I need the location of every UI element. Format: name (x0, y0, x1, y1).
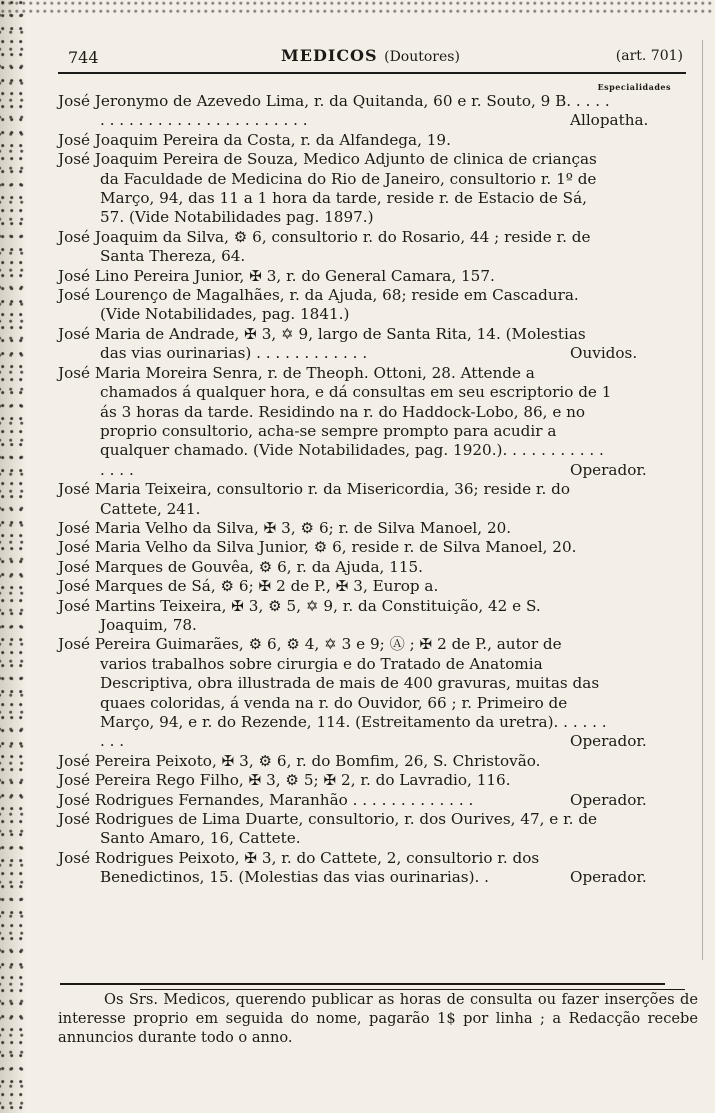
doctor-entry (58, 92, 649, 131)
entry-text: José Marques de Gouvêa, ⚙ 6, r. da Ajuda, 115. (58, 557, 424, 576)
entry-text: José Marques de Sá, ⚙ 6; ✠ 2 de P., ✠ 3, Europ a. (58, 577, 439, 596)
doctor-entry (58, 363, 647, 480)
entry-specialty: Ouvidos. (570, 344, 638, 363)
advertising-notice: Os Srs. Medicos, querendo publicar as horas de consulta ou fazer inserções de interesse proprio em seguida do nome, pagarão 1$ por linha ; a Redacção recebe annuncios durante todo o anno. (58, 991, 698, 1046)
entry-text: José Martins Teixeira, ✠ 3, ⚙ 5, ✡ 9, r. da Constituição, 42 e S. Joaquim, 78. (58, 596, 541, 634)
doctor-entry (58, 519, 612, 538)
doctor-entry (58, 228, 612, 267)
footer-rule (60, 983, 665, 985)
doctor-entries (58, 92, 668, 888)
doctor-entry (58, 848, 647, 888)
doctor-entry (58, 810, 612, 849)
entry-text: José Maria de Andrade, ✠ 3, ✡ 9, largo de Santa Rita, 14. (Molestias das vias ourinarias) . . . . . . . . . . . . (58, 324, 586, 363)
doctor-entry (58, 538, 612, 557)
entry-text: José Rodrigues Fernandes, Maranhão . . . . . . . . . . . . . (58, 790, 474, 809)
entry-specialty: Operador. (570, 868, 647, 887)
entry-specialty: Operador. (570, 790, 647, 809)
entry-specialty: Operador. (570, 460, 647, 479)
entry-specialty: Operador. (570, 732, 647, 751)
doctor-entry (58, 267, 612, 286)
entry-text: José Joaquim Pereira da Costa, r. da Alfandega, 19. (58, 130, 451, 149)
header-rule (58, 72, 686, 74)
entry-text: José Pereira Peixoto, ✠ 3, ⚙ 6, r. do Bomfim, 26, S. Christovão. (58, 751, 541, 770)
entry-text: José Maria Velho da Silva Junior, ⚙ 6, reside r. de Silva Manoel, 20. (58, 538, 577, 557)
entry-text: José Lourenço de Magalhães, r. da Ajuda, 68; reside em Cascadura. (Vide Notabilidades, pag. 1841.) (58, 286, 579, 324)
entry-text: José Joaquim da Silva, ⚙ 6, consultorio r. do Rosario, 44 ; reside r. de Santa Thereza, 64. (58, 227, 591, 266)
entry-text: José Joaquim Pereira de Souza, Medico Adjunto de clinica de crianças da Faculdade de Medicina do Rio de Janeiro, consultorio r. 1º de Março, 94, das 11 a 1 hora da tarde, reside r. de Estacio de Sá, 57. (Vide Notabilidades pag. 1897.) (58, 150, 597, 227)
doctor-entry (58, 790, 647, 810)
specialty-column-header: Especialidades (597, 82, 671, 92)
doctor-entry (58, 752, 612, 771)
entry-text: José Pereira Guimarães, ⚙ 6, ⚙ 4, ✡ 3 e 9; Ⓐ ; ✠ 2 de P., autor de varios trabalhos sobre cirurgia e do Tratado de Anatomia Descriptiva, obra illustrada de mais de 400 gravuras, muitas das quaes coloridas, á venda na r. do Ouvidor, 66 ; r. Primeiro de Março, 94, e r. do Rezende, 114. (Estreitamento da uretra). . . . . . . . . (58, 635, 607, 751)
page-top-speckle (0, 0, 715, 14)
entry-text: José Maria Moreira Senra, r. de Theoph. Ottoni, 28. Attende a chamados á qualquer hora, e dá consultas em seu escriptorio de 1 ás 3 horas da tarde. Residindo na r. do Haddock-Lobo, 86, e no proprio consultorio, acha-se sempre prompto para acudir a qualquer chamado. (Vide Notabilidades, pag. 1920.). . . . . . . . . . . . . . . (58, 363, 612, 479)
doctor-entry (58, 771, 612, 790)
title-subtitle: (Doutores) (384, 49, 460, 65)
doctor-entry (58, 150, 612, 228)
entry-text: José Jeronymo de Azevedo Lima, r. da Quitanda, 60 e r. Souto, 9 B. . . . . . . . . . . . . . . . . . . . . . . . . . . (58, 92, 610, 130)
page-number: 744 (68, 48, 99, 67)
entry-text: José Rodrigues Peixoto, ✠ 3, r. do Cattete, 2, consultorio r. dos Benedictinos, 15. (Molestias das vias ourinarias). . (58, 848, 540, 887)
doctor-entry (58, 558, 612, 577)
doctor-entry (58, 324, 638, 364)
entry-text: José Rodrigues de Lima Duarte, consultorio, r. dos Ourives, 47, e r. de Santo Amaro, 16, Cattete. (58, 810, 598, 848)
page-right-edge (702, 40, 715, 960)
article-reference: (art. 701) (615, 48, 683, 64)
doctor-entry (58, 480, 612, 519)
doctor-entry (58, 597, 612, 636)
entry-text: José Pereira Rego Filho, ✠ 3, ⚙ 5; ✠ 2, r. do Lavradio, 116. (58, 771, 511, 790)
doctor-entry (58, 131, 612, 150)
page-header (58, 42, 683, 70)
title-main: MEDICOS (281, 46, 378, 65)
page-margin-speckle (0, 0, 26, 1113)
page-title (58, 46, 683, 65)
entry-text: José Maria Teixeira, consultorio r. da Misericordia, 36; reside r. do Cattete, 241. (58, 480, 570, 518)
entry-text: José Lino Pereira Junior, ✠ 3, r. do General Camara, 157. (58, 266, 495, 285)
doctor-entry (58, 286, 612, 325)
entry-text: José Maria Velho da Silva, ✠ 3, ⚙ 6; r. de Silva Manoel, 20. (58, 518, 512, 537)
doctor-entry (58, 635, 647, 751)
entry-specialty: Allopatha. (570, 111, 649, 130)
doctor-entry (58, 577, 612, 596)
